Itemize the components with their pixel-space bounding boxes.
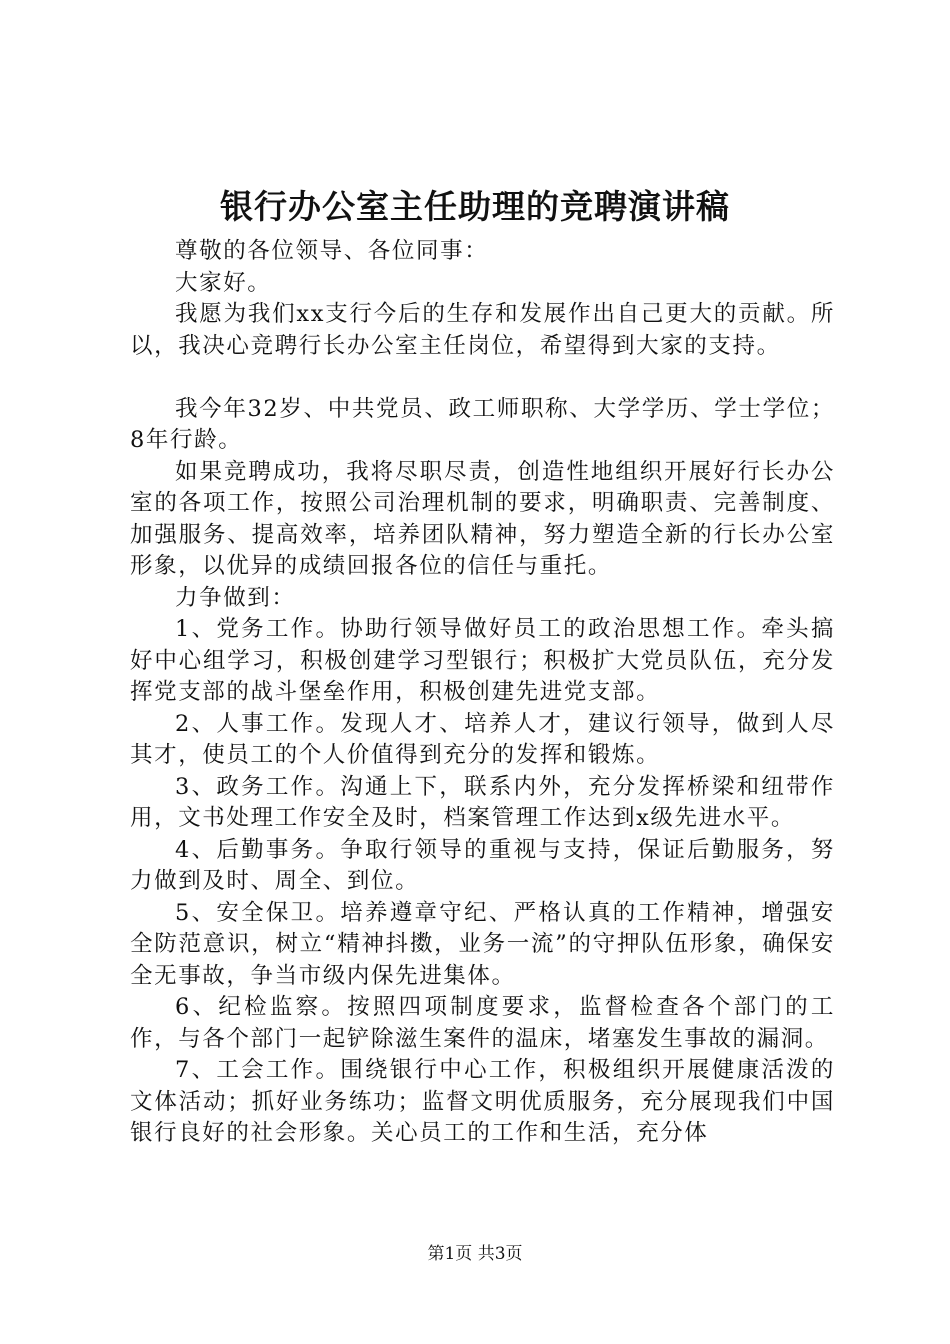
paragraph-item-2: 2、人事工作。发现人才、培养人才，建议行领导，做到人尽其才，使员工的个人价值得到充分的发挥和锻炼。	[130, 710, 835, 768]
page-footer: 第1页 共3页	[427, 1244, 523, 1264]
paragraph-goals-heading: 力争做到：	[175, 584, 296, 611]
paragraph-item-5: 5、安全保卫。培养遵章守纪、严格认真的工作精神，增强安全防范意识，树立“精神抖擞，业务一流”的守押队伍形象，确保安全无事故，争当市级内保先进集体。	[130, 899, 835, 989]
paragraph-item-1: 1、党务工作。协助行领导做好员工的政治思想工作。牵头搞好中心组学习，积极创建学习型银行；积极扩大党员队伍，充分发挥党支部的战斗堡垒作用，积极创建先进党支部。	[130, 616, 835, 705]
paragraph-commitment: 如果竞聘成功，我将尽职尽责，创造性地组织开展好行长办公室的各项工作，按照公司治理机制的要求，明确职责、完善制度、加强服务、提高效率，培养团队精神，努力塑造全新的行长办公室形象，以优异的成绩回报各位的信任与重托。	[130, 458, 835, 579]
paragraph-greeting: 大家好。	[175, 269, 272, 296]
paragraph-salutation: 尊敬的各位领导、各位同事：	[175, 238, 489, 264]
paragraph-item-6: 6、纪检监察。按照四项制度要求，监督检查各个部门的工作，与各个部门一起铲除滋生案件的温床，堵塞发生事故的漏洞。	[130, 994, 835, 1052]
paragraph-item-7: 7、工会工作。围绕银行中心工作，积极组织开展健康活泼的文体活动；抓好业务练功；监督文明优质服务，充分展现我们中国银行良好的社会形象。关心员工的工作和生活，充分体	[130, 1057, 835, 1146]
document-title: 银行办公室主任助理的竞聘演讲稿	[220, 187, 730, 226]
document-body	[130, 236, 835, 1150]
paragraph-intent: 我愿为我们xx支行今后的生存和发展作出自己更大的贡献。所以，我决心竞聘行长办公室主任岗位，希望得到大家的支持。	[130, 301, 835, 359]
paragraph-item-3: 3、政务工作。沟通上下，联系内外，充分发挥桥梁和纽带作用，文书处理工作安全及时，档案管理工作达到x级先进水平。	[130, 773, 835, 831]
paragraph-item-4: 4、后勤事务。争取行领导的重视与支持，保证后勤服务，努力做到及时、周全、到位。	[130, 836, 835, 894]
paragraph-profile: 我今年32岁、中共党员、政工师职称、大学学历、学士学位；8年行龄。	[130, 395, 835, 453]
